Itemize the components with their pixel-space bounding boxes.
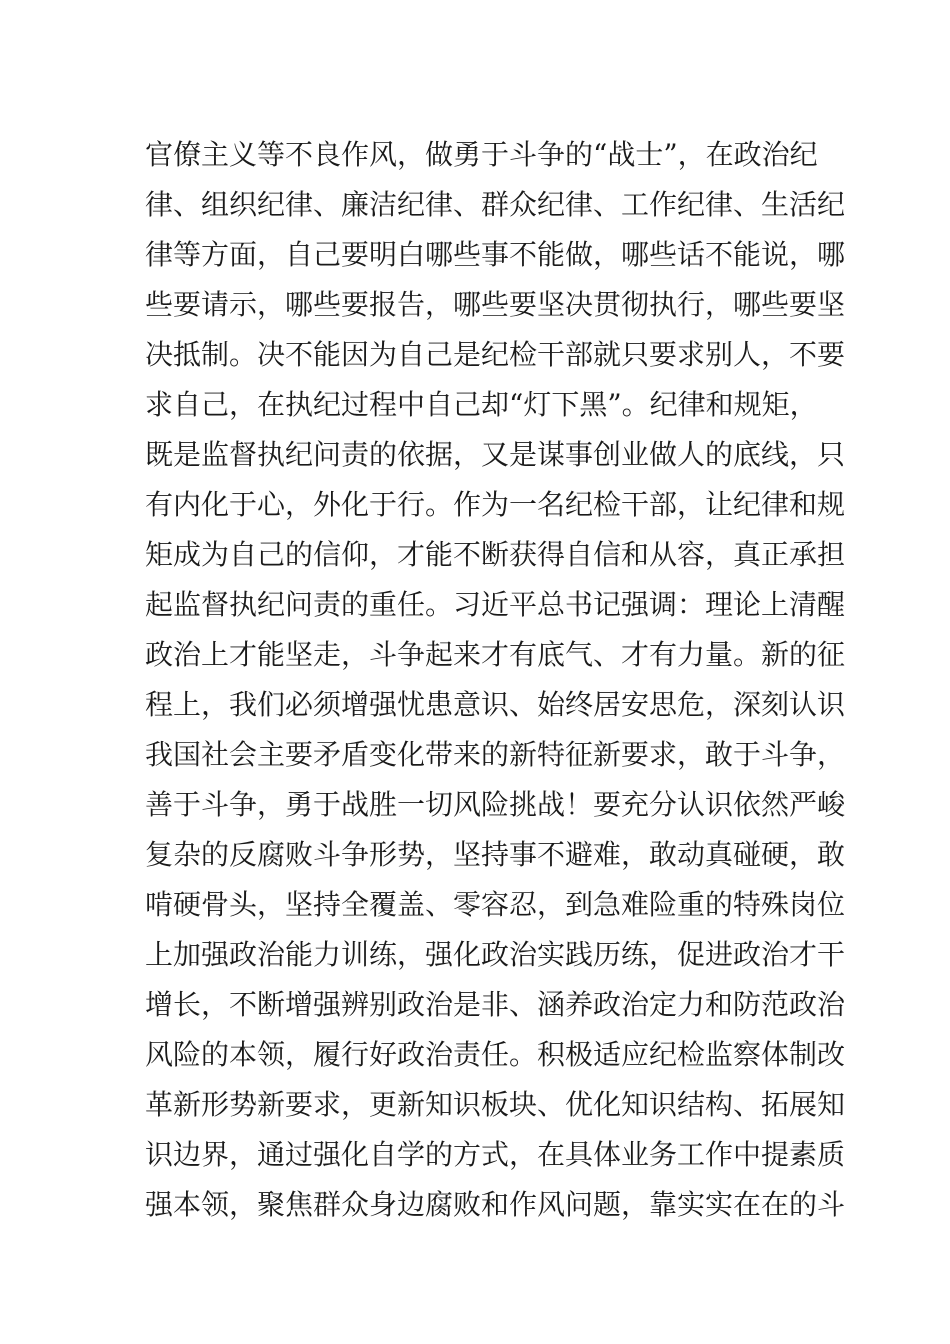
- text-line: 复杂的反腐败斗争形势，坚持事不避难，敢动真碰硬，敢: [145, 838, 846, 871]
- text-line: 善于斗争，勇于战胜一切风险挑战！要充分认识依然严峻: [145, 788, 846, 821]
- text-line: 有内化于心，外化于行。作为一名纪检干部，让纪律和规: [145, 488, 846, 521]
- body-paragraph: [145, 130, 846, 1230]
- text-line: 增长，不断增强辨别政治是非、涵养政治定力和防范政治: [145, 988, 846, 1021]
- text-line: 些要请示，哪些要报告，哪些要坚决贯彻执行，哪些要坚: [145, 288, 846, 321]
- text-line: 识边界，通过强化自学的方式，在具体业务工作中提素质: [145, 1138, 846, 1171]
- text-line: 起监督执纪问责的重任。习近平总书记强调：理论上清醒: [145, 588, 846, 621]
- text-line: 啃硬骨头，坚持全覆盖、零容忍，到急难险重的特殊岗位: [145, 888, 846, 921]
- text-line: 矩成为自己的信仰，才能不断获得自信和从容，真正承担: [145, 538, 846, 571]
- text-line: 我国社会主要矛盾变化带来的新特征新要求，敢于斗争，: [145, 738, 846, 771]
- text-line: 求自己，在执纪过程中自己却“灯下黑”。纪律和规矩，: [145, 388, 818, 421]
- text-line: 革新形势新要求，更新知识板块、优化知识结构、拓展知: [145, 1088, 846, 1121]
- text-line: 政治上才能坚走，斗争起来才有底气、才有力量。新的征: [145, 638, 846, 671]
- text-line: 官僚主义等不良作风，做勇于斗争的“战士”，在政治纪: [145, 138, 818, 171]
- text-line: 律、组织纪律、廉洁纪律、群众纪律、工作纪律、生活纪: [145, 188, 846, 221]
- text-line: 上加强政治能力训练，强化政治实践历练，促进政治才干: [145, 938, 846, 971]
- text-line: 风险的本领，履行好政治责任。积极适应纪检监察体制改: [145, 1038, 846, 1071]
- text-line: 决抵制。决不能因为自己是纪检干部就只要求别人，不要: [145, 338, 846, 371]
- text-line: 既是监督执纪问责的依据，又是谋事创业做人的底线，只: [145, 438, 846, 471]
- text-line: 强本领，聚焦群众身边腐败和作风问题，靠实实在在的斗: [145, 1188, 846, 1221]
- text-line: 程上，我们必须增强忧患意识、始终居安思危，深刻认识: [145, 688, 846, 721]
- text-line: 律等方面，自己要明白哪些事不能做，哪些话不能说，哪: [145, 238, 846, 271]
